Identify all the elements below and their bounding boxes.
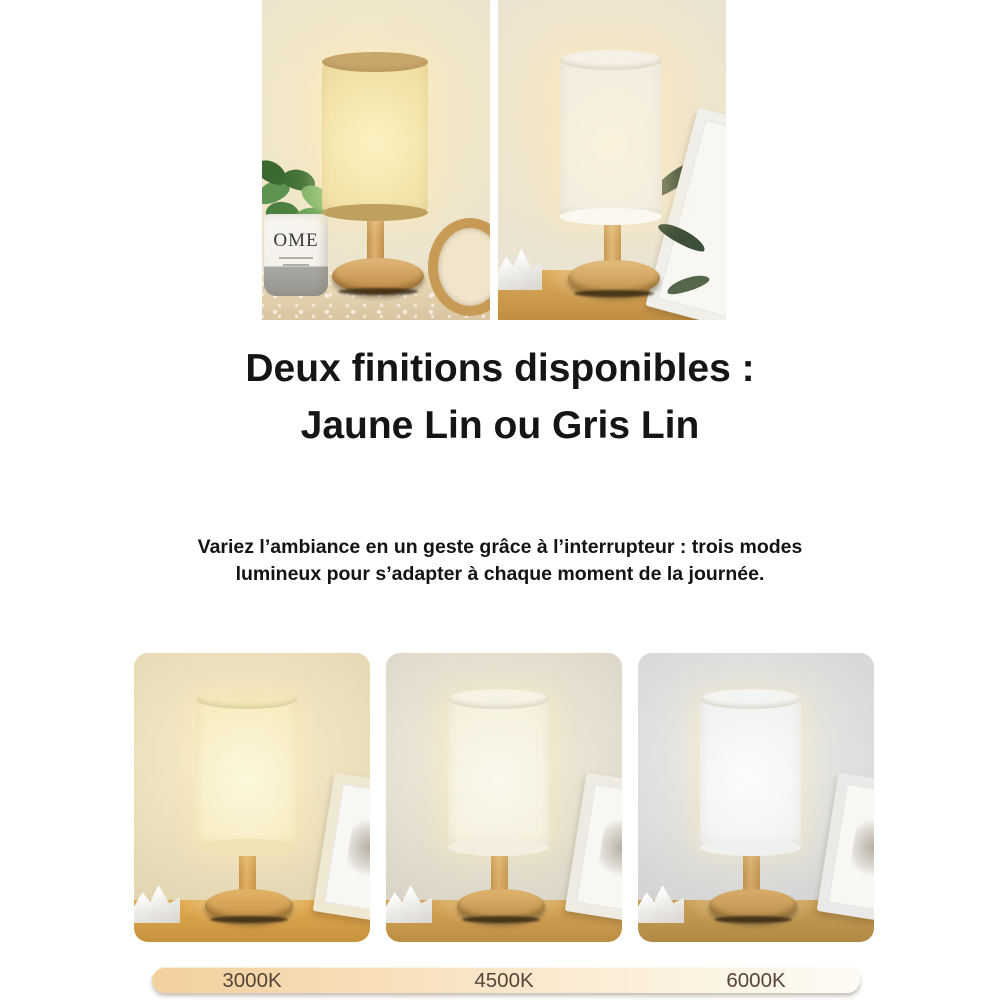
photo-3000k: [134, 653, 370, 942]
finish-photos-row: [262, 0, 726, 320]
lamp-6000k: [638, 653, 874, 942]
lamp-base: [709, 889, 797, 922]
section-heading: [0, 340, 1000, 454]
photo-finish-gris-lin: [498, 0, 726, 320]
lamp-base: [332, 258, 424, 294]
lamp-shade-jaune-lin: [322, 60, 428, 214]
lamp-3000k: [134, 653, 370, 942]
photo-4500k: [386, 653, 622, 942]
lamp-4500k: [386, 653, 622, 942]
lamp-base: [205, 889, 293, 922]
lamp-gris-lin: [498, 0, 726, 320]
lamp-base: [568, 260, 660, 296]
temp-label-4500k: 4500K: [474, 969, 534, 992]
temperature-photos-row: [134, 653, 874, 942]
modes-description: Variez l’ambiance en un geste grâce à l’interrupteur : trois modes lumineux pour s’adapter à chaque moment de la journée.: [197, 535, 803, 585]
temp-label-6000k: 6000K: [726, 969, 786, 992]
photo-6000k: [638, 653, 874, 942]
pot-label: OME: [273, 230, 319, 251]
lamp-shade: [196, 697, 297, 849]
lamp-base: [457, 889, 545, 922]
heading-line-1: Deux finitions disponibles :: [245, 347, 755, 390]
lamp-shade: [700, 697, 801, 849]
heading-line-2: Jaune Lin ou Gris Lin: [300, 404, 700, 447]
lamp-jaune-lin: [262, 0, 490, 320]
temp-label-3000k: 3000K: [222, 969, 282, 992]
lamp-shade-gris-lin: [560, 58, 662, 218]
lamp-shade: [448, 697, 549, 849]
photo-finish-jaune-lin: [262, 0, 490, 320]
